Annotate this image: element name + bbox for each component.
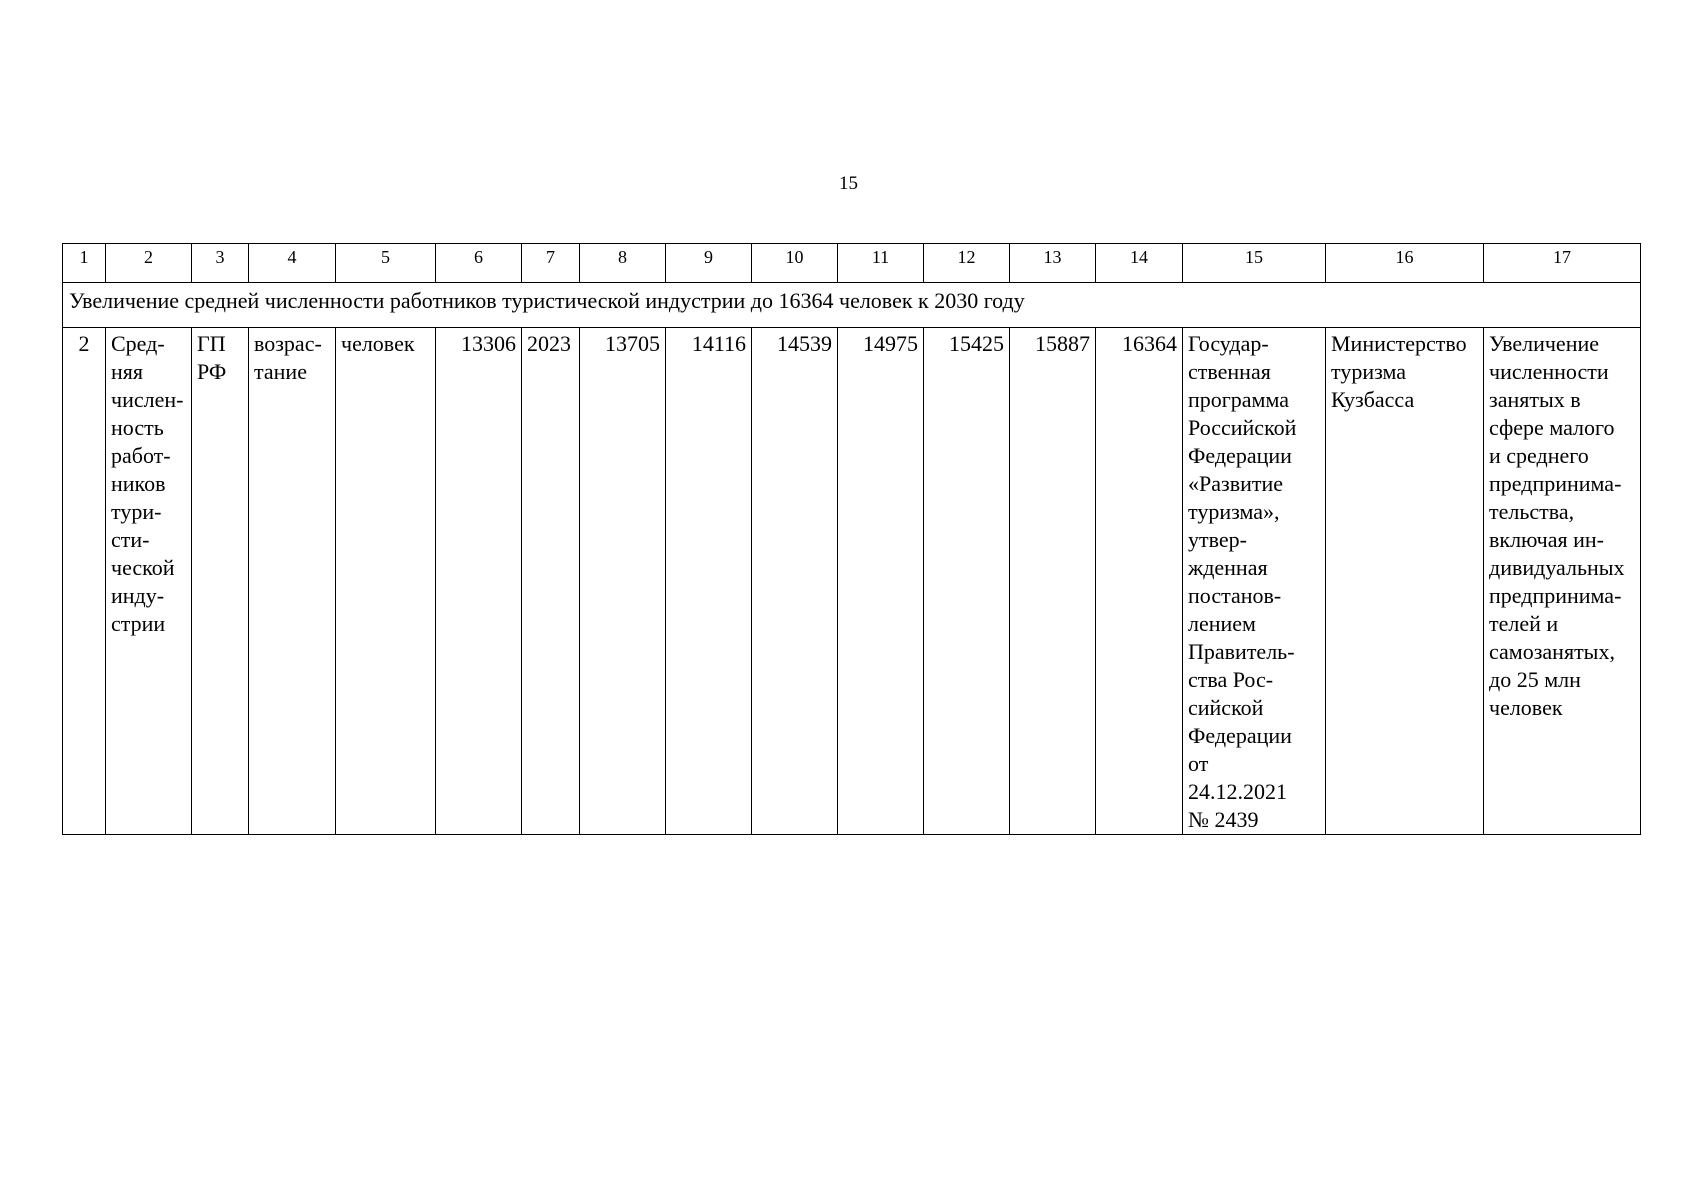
column-number: 1: [63, 244, 106, 283]
indicator-line: няя: [111, 359, 144, 384]
program-line: 24.12.2021: [1188, 779, 1287, 804]
year-value: 14975: [838, 328, 924, 835]
indicator-direction: [249, 328, 336, 835]
state-program: [1183, 328, 1326, 835]
program-line: от: [1188, 751, 1209, 776]
column-number: 5: [336, 244, 436, 283]
column-number: 16: [1326, 244, 1484, 283]
column-number: 12: [924, 244, 1010, 283]
indicator-line: инду-: [111, 583, 165, 608]
indicator-line: ческой: [111, 555, 175, 580]
unit: человек: [336, 328, 436, 835]
program-line: жденная: [1188, 555, 1268, 580]
program-line: сийской: [1188, 695, 1264, 720]
section-title: Увеличение средней численности работников туристической индустрии до 16364 человек к 2030 году: [63, 283, 1641, 328]
indicator-line: ников: [111, 471, 166, 496]
indicator-line: ность: [111, 415, 164, 440]
source-line: РФ: [197, 359, 227, 384]
goal-line: включая ин-: [1489, 527, 1604, 552]
goal-line: до 25 млн: [1489, 667, 1581, 692]
indicator-line: сти-: [111, 527, 150, 552]
direction-line: возрас-: [254, 331, 322, 356]
program-line: № 2439: [1188, 807, 1259, 832]
program-line: ственная: [1188, 359, 1271, 384]
indicators-table: [62, 243, 1641, 835]
indicator-line: числен-: [111, 387, 184, 412]
indicator-line: тури-: [111, 499, 162, 524]
national-goal: [1484, 328, 1641, 835]
goal-line: численности: [1489, 359, 1609, 384]
goal-line: самозанятых,: [1489, 639, 1615, 664]
indicator-source: [192, 328, 249, 835]
column-number: 7: [522, 244, 580, 283]
program-line: «Развитие: [1188, 471, 1284, 496]
column-number: 10: [752, 244, 838, 283]
responsible-line: Кузбасса: [1331, 387, 1415, 412]
source-line: ГП: [197, 331, 226, 356]
goal-line: тельства,: [1489, 499, 1575, 524]
row-index: 2: [63, 328, 106, 835]
column-number: 11: [838, 244, 924, 283]
column-number: 13: [1010, 244, 1096, 283]
base-year: 2023: [522, 328, 580, 835]
program-line: Российской: [1188, 415, 1297, 440]
indicator-line: Сред-: [111, 331, 165, 356]
indicator-line: работ-: [111, 443, 171, 468]
column-number: 15: [1183, 244, 1326, 283]
goal-line: человек: [1489, 695, 1563, 720]
goal-line: и среднего: [1489, 443, 1589, 468]
program-line: программа: [1188, 387, 1290, 412]
program-line: ства Рос-: [1188, 667, 1274, 692]
year-value: 14116: [666, 328, 752, 835]
column-number: 4: [249, 244, 336, 283]
goal-line: дивидуальных: [1489, 555, 1625, 580]
column-number-row: [63, 244, 1641, 283]
program-line: Правитель-: [1188, 639, 1295, 664]
page-number: 15: [839, 173, 858, 194]
column-number: 9: [666, 244, 752, 283]
program-line: постанов-: [1188, 583, 1282, 608]
column-number: 3: [192, 244, 249, 283]
year-value: 16364: [1096, 328, 1183, 835]
goal-line: занятых в: [1489, 387, 1581, 412]
responsible-executor: [1326, 328, 1484, 835]
program-line: Федерации: [1188, 443, 1292, 468]
responsible-line: туризма: [1331, 359, 1407, 384]
column-number: 14: [1096, 244, 1183, 283]
goal-line: предпринима-: [1489, 583, 1622, 608]
goal-line: Увеличение: [1489, 331, 1600, 356]
goal-line: сфере малого: [1489, 415, 1615, 440]
goal-line: предпринима-: [1489, 471, 1622, 496]
section-row: [63, 283, 1641, 328]
indicator-line: стрии: [111, 611, 166, 636]
year-value: 13705: [580, 328, 666, 835]
program-line: Государ-: [1188, 331, 1269, 356]
indicator-name: [106, 328, 192, 835]
base-value: 13306: [436, 328, 522, 835]
year-value: 15887: [1010, 328, 1096, 835]
table-row: [63, 328, 1641, 835]
column-number: 6: [436, 244, 522, 283]
column-number: 17: [1484, 244, 1641, 283]
program-line: Федерации: [1188, 723, 1292, 748]
goal-line: телей и: [1489, 611, 1559, 636]
column-number: 2: [106, 244, 192, 283]
responsible-line: Министерство: [1331, 331, 1467, 356]
program-line: туризма»,: [1188, 499, 1280, 524]
direction-line: тание: [254, 359, 307, 384]
year-value: 15425: [924, 328, 1010, 835]
program-line: лением: [1188, 611, 1256, 636]
year-value: 14539: [752, 328, 838, 835]
column-number: 8: [580, 244, 666, 283]
program-line: утвер-: [1188, 527, 1247, 552]
